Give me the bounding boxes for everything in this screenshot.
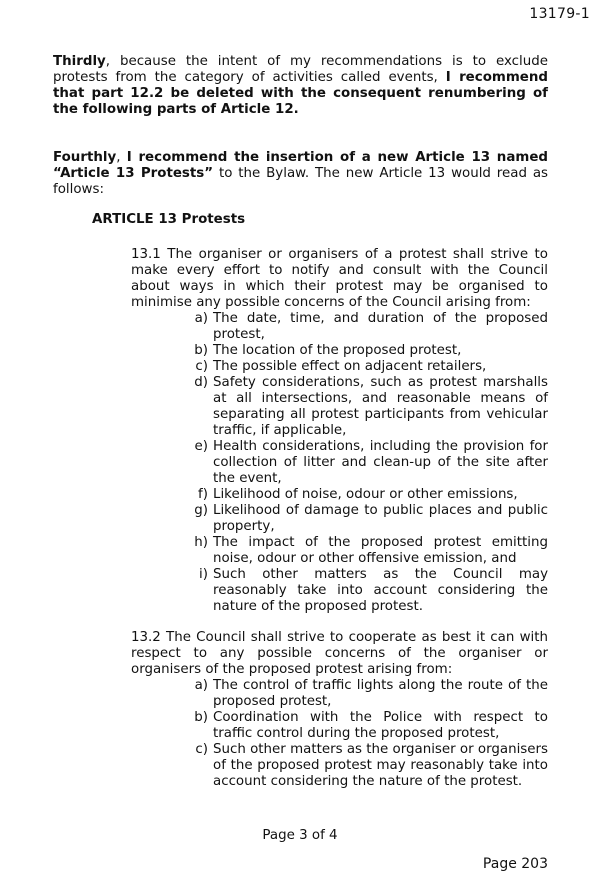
document-id: 13179-1 [529, 6, 590, 22]
list-marker: a) [194, 678, 208, 693]
list-item [188, 439, 548, 487]
section-13-2-list [188, 678, 548, 790]
list-item [188, 311, 548, 343]
paragraph-thirdly [53, 54, 548, 118]
list-text: Likelihood of noise, odour or other emissions, [213, 487, 518, 502]
list-text: The control of traffic lights along the route of the proposed protest, [213, 678, 548, 709]
list-item [188, 567, 548, 615]
list-text: The possible effect on adjacent retailers, [213, 359, 487, 374]
list-text: The location of the proposed protest, [213, 343, 462, 358]
section-13-1-list [188, 311, 548, 615]
list-text: Health considerations, including the provision for collection of litter and clean-up of the site after the event, [213, 439, 548, 486]
recommendation-text: I recommend the insertion of a new Article 13 named “Article 13 Protests” [53, 150, 548, 181]
list-text: The date, time, and duration of the proposed protest, [213, 311, 548, 342]
list-marker: e) [194, 439, 208, 454]
list-text: Coordination with the Police with respect to traffic control during the proposed protest, [213, 710, 548, 741]
paragraph-fourthly [53, 150, 548, 198]
body-text: , [116, 150, 127, 165]
section-intro: 13.1 The organiser or organisers of a protest shall strive to make every effort to notify and consult with the Council about ways in which their protest may be organised to minimise any possible concerns of the Council arising from: [131, 247, 548, 310]
section-13-2 [131, 630, 548, 790]
recommendation-text: I recommend that part 12.2 be deleted with the consequent renumbering of the following parts of Article 12. [53, 70, 548, 117]
lead-word: Fourthly [53, 150, 117, 165]
list-item [188, 742, 548, 790]
page-reference: Page 203 [482, 856, 548, 872]
list-marker: f) [198, 487, 208, 502]
article-heading: ARTICLE 13 Protests [92, 212, 246, 227]
list-marker: b) [194, 343, 208, 358]
list-item [188, 678, 548, 710]
list-item [188, 343, 548, 359]
list-marker: c) [195, 742, 208, 757]
list-item [188, 359, 548, 375]
list-marker: c) [195, 359, 208, 374]
section-13-1 [131, 247, 548, 615]
list-marker: d) [194, 375, 208, 390]
lead-word: Thirdly [53, 54, 106, 69]
list-marker: b) [194, 710, 208, 725]
list-item [188, 487, 548, 503]
list-text: Such other matters as the Council may reasonably take into account considering the nature of the proposed protest. [213, 567, 548, 614]
list-item [188, 503, 548, 535]
section-intro: 13.2 The Council shall strive to cooperate as best it can with respect to any possible concerns of the organiser or organisers of the proposed protest arising from: [131, 630, 548, 677]
body-text: , because the intent of my recommendations is to exclude protests from the category of activities called events, [53, 54, 548, 85]
body-text: to the Bylaw. The new Article 13 would read as follows: [53, 166, 549, 197]
list-marker: i) [199, 567, 208, 582]
list-item [188, 710, 548, 742]
list-item [188, 535, 548, 567]
list-item [188, 375, 548, 439]
list-marker: h) [194, 535, 208, 550]
list-text: The impact of the proposed protest emitting noise, odour or other offensive emission, and [213, 535, 548, 566]
page-number: Page 3 of 4 [262, 828, 338, 843]
list-text: Likelihood of damage to public places and public property, [213, 503, 548, 534]
list-text: Such other matters as the organiser or organisers of the proposed protest may reasonably take into account considering the nature of the protest. [213, 742, 548, 789]
list-marker: a) [194, 311, 208, 326]
list-text: Safety considerations, such as protest marshalls at all intersections, and reasonable means of separating all protest participants from vehicular traffic, if applicable, [213, 375, 548, 438]
list-marker: g) [194, 503, 208, 518]
